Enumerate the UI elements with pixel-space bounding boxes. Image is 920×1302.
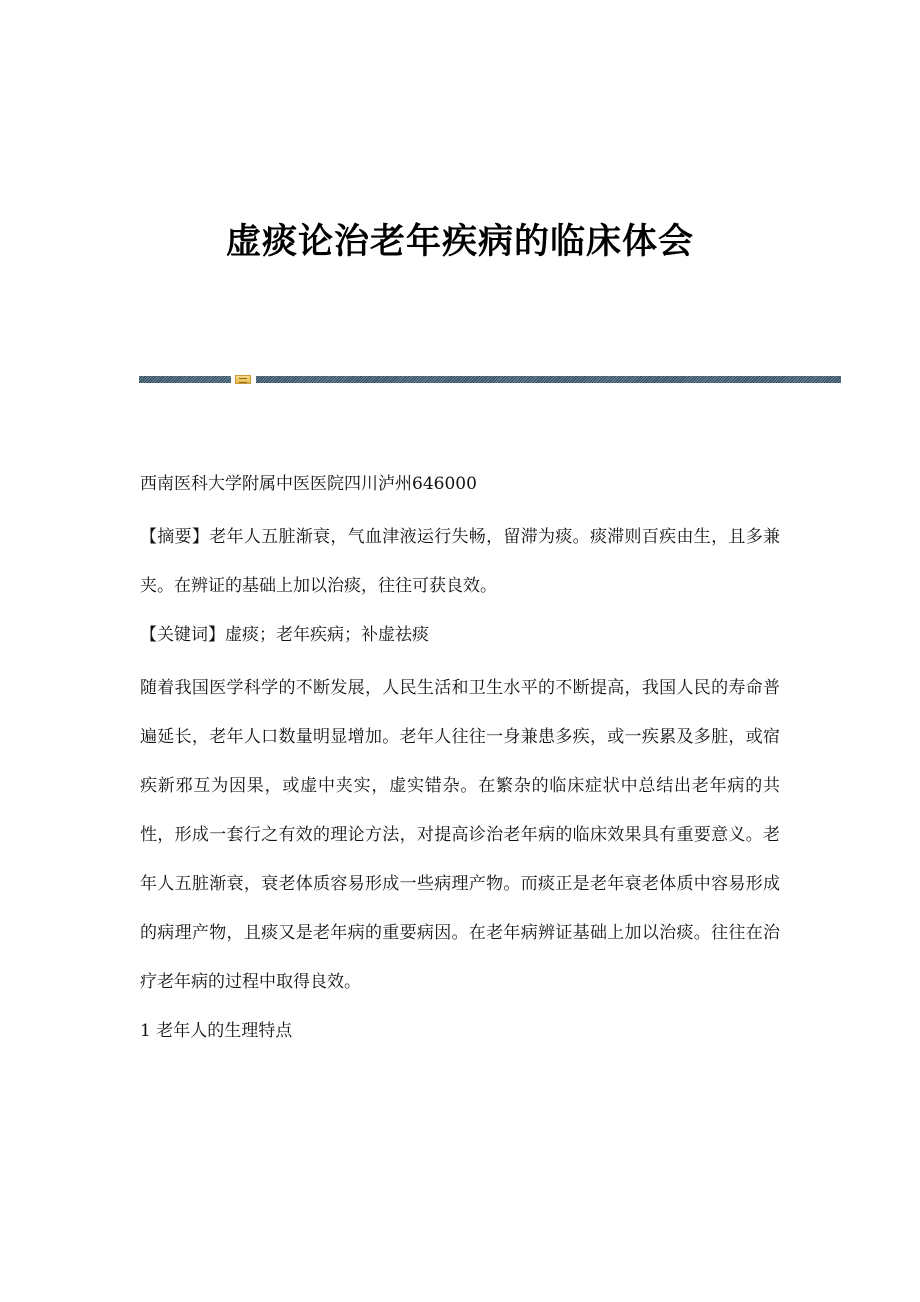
affiliation: 西南医科大学附属中医医院四川泸州646000 — [140, 474, 477, 494]
body-paragraph: 随着我国医学科学的不断发展，人民生活和卫生水平的不断提高，我国人民的寿命普遍延长，老年人口数量明显增加。老年人往往一身兼患多疾，或一疾累及多脏，或宿疾新邪互为因果，或虚中夹实，虚实错杂。在繁杂的临床症状中总结出老年病的共性，形成一套行之有效的理论方法，对提高诊治老年病的临床效果具有重要意义。老年人五脏渐衰，衰老体质容易形成一些病理产物。而痰正是老年衰老体质中容易形成的病理产物，且痰又是老年病的重要病因。在老年病辨证基础上加以治痰。往往在治疗老年病的过程中取得良效。 — [140, 678, 780, 992]
section-heading: 1 老年人的生理特点 — [140, 1021, 293, 1041]
abstract: 【摘要】老年人五脏渐衰，气血津液运行失畅，留滞为痰。痰滞则百疾由生，且多兼夹。在辨证的基础上加以治痰，往往可获良效。 — [140, 527, 780, 596]
title-divider — [139, 375, 841, 384]
divider-bar-right — [256, 376, 841, 383]
document-body — [140, 466, 780, 1062]
document-title: 虚痰论治老年疾病的临床体会 — [225, 221, 694, 262]
keywords: 【关键词】虚痰；老年疾病；补虚祛痰 — [140, 625, 429, 645]
divider-bar-left — [139, 376, 231, 383]
divider-ornament-icon — [235, 375, 251, 384]
